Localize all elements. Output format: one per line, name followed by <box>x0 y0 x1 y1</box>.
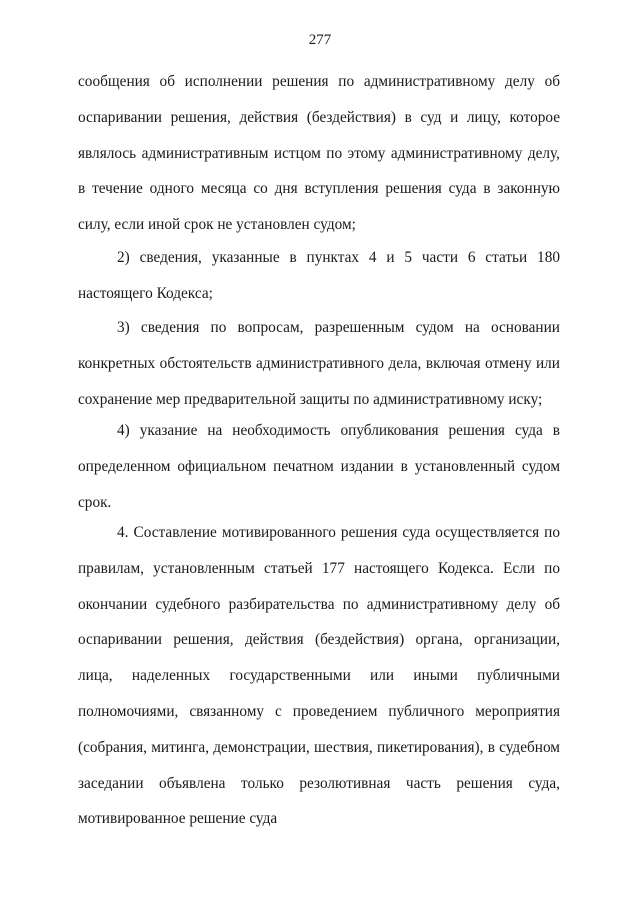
paragraph-section-4: 4. Составление мотивированного решения суда осуществляется по правилам, установленным статьей 177 настоящего Кодекса. Если по окончании судебного разбирательства по административному делу об оспаривании решения, действия (бездействия) органа, организации, лица, наделенных государственными или иными публичными полномочиями, связанному с проведением публичного мероприятия (собрания, митинга, демонстрации, шествия, пикетирования), в судебном заседании объявлена только резолютивная часть решения суда, мотивированное решение суда <box>78 524 560 828</box>
body-text <box>78 240 560 312</box>
body-text <box>78 310 560 417</box>
paragraph-continuation: сообщения об исполнении решения по административному делу об оспаривании решения, действия (бездействия) в суд и лицу, которое являлось административным истцом по этому административному делу, в течение одного месяца со дня вступления решения суда в законную силу, если иной срок не установлен судом; <box>78 73 560 234</box>
paragraph-item-3: 3) сведения по вопросам, разрешенным судом на основании конкретных обстоятельств административного дела, включая отмену или сохранение мер предварительной защиты по административному иску; <box>78 319 560 408</box>
paragraph-item-2: 2) сведения, указанные в пунктах 4 и 5 части 6 статьи 180 настоящего Кодекса; <box>78 249 560 302</box>
body-text <box>78 64 560 243</box>
body-text <box>78 413 560 520</box>
page-number: 277 <box>308 32 332 48</box>
body-text <box>78 515 560 837</box>
paragraph-item-4: 4) указание на необходимость опубликования решения суда в определенном официальном печатном издании в установленный судом срок. <box>78 422 560 511</box>
